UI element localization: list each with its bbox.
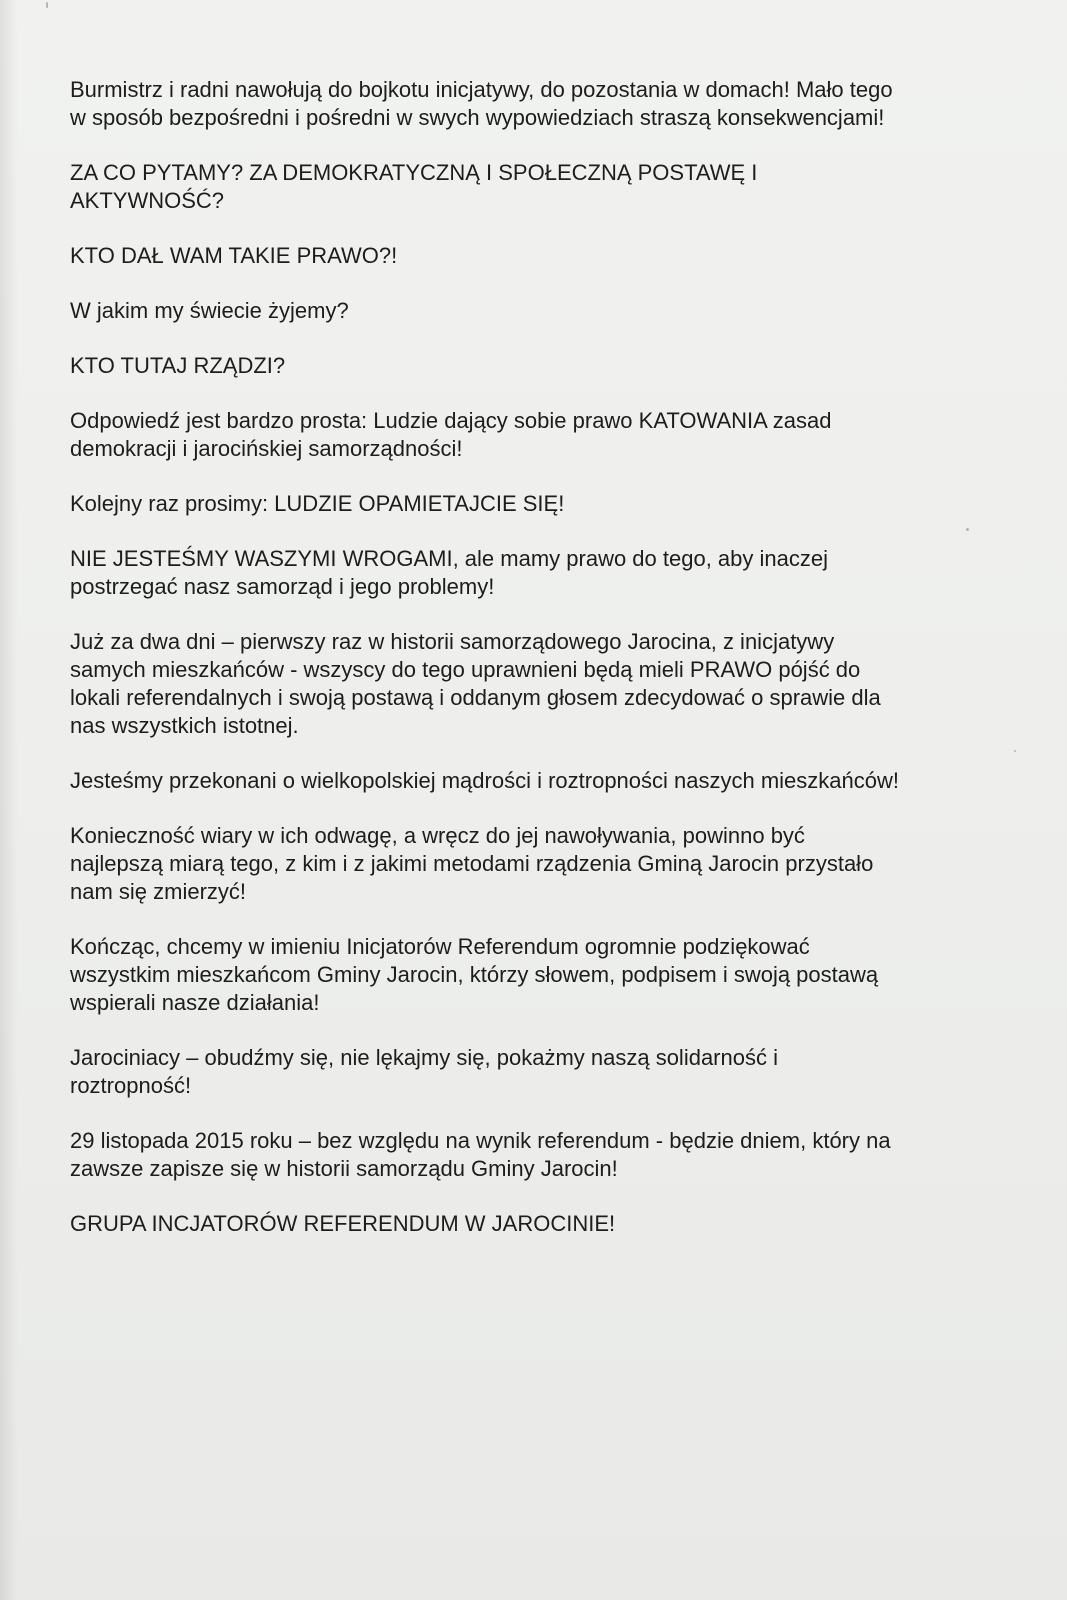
paragraph-wisdom: Jesteśmy przekonani o wielkopolskiej mądrości i roztropności naszych mieszkańców! [70, 768, 899, 793]
paragraph-answer: Odpowiedź jest bardzo prosta: Ludzie dający sobie prawo KATOWANIA zasad demokracji i jarocińskiej samorządności! [70, 408, 832, 461]
paragraph-courage: Konieczność wiary w ich odwagę, a wręcz do jej nawoływania, powinno być najlepszą miarą tego, z kim i z jakimi metodami rządzenia Gminą Jarocin przystało nam się zmierzyć! [70, 823, 874, 904]
paragraph-what-world: W jakim my świecie żyjemy? [70, 298, 349, 323]
paper-speck [1014, 750, 1016, 752]
paragraph-thanks: Kończąc, chcemy w imieniu Inicjatorów Referendum ogromnie podziękować wszystkim mieszkańcom Gminy Jarocin, którzy słowem, podpisem i swoją postawą wspierali nasze działania! [70, 934, 879, 1015]
paragraph-who-gave-right: KTO DAŁ WAM TAKIE PRAWO?! [70, 243, 398, 268]
paragraph-two-days: Już za dwa dni – pierwszy raz w historii samorządowego Jarocina, z inicjatywy samych mieszkańców - wszyscy do tego uprawnieni będą mieli PRAWO pójść do lokali referendalnych i swoją postawą i oddanym głosem zdecydować o sprawie dla nas wszystkich istotnej. [70, 629, 881, 738]
page-edge-shadow [0, 0, 18, 1600]
signature-line: GRUPA INCJATORÓW REFERENDUM W JAROCINIE! [70, 1211, 616, 1236]
paragraph-wake-up: Jarociniacy – obudźmy się, nie lękajmy się, pokażmy naszą solidarność i roztropność! [70, 1045, 778, 1098]
paragraph-boycott: Burmistrz i radni nawołują do bojkotu inicjatywy, do pozostania w domach! Mało tego w sposób bezpośredni i pośredni w swych wypowiedziach straszą konsekwencjami! [70, 77, 893, 130]
paragraph-who-rules: KTO TUTAJ RZĄDZI? [70, 353, 286, 378]
document-body [70, 76, 1030, 1238]
paragraph-not-enemies: NIE JESTEŚMY WASZYMI WROGAMI, ale mamy prawo do tego, aby inaczej postrzegać nasz samorząd i jego problemy! [70, 546, 829, 599]
paper-speck [46, 2, 48, 8]
paragraph-question-attitude: ZA CO PYTAMY? ZA DEMOKRATYCZNĄ I SPOŁECZNĄ POSTAWĘ I AKTYWNOŚĆ? [70, 160, 758, 213]
paragraph-appeal: Kolejny raz prosimy: LUDZIE OPAMIETAJCIE SIĘ! [70, 491, 565, 516]
paragraph-date: 29 listopada 2015 roku – bez względu na wynik referendum - będzie dniem, który na zawsze zapisze się w historii samorządu Gminy Jarocin! [70, 1128, 891, 1181]
paper-speck [966, 528, 969, 531]
